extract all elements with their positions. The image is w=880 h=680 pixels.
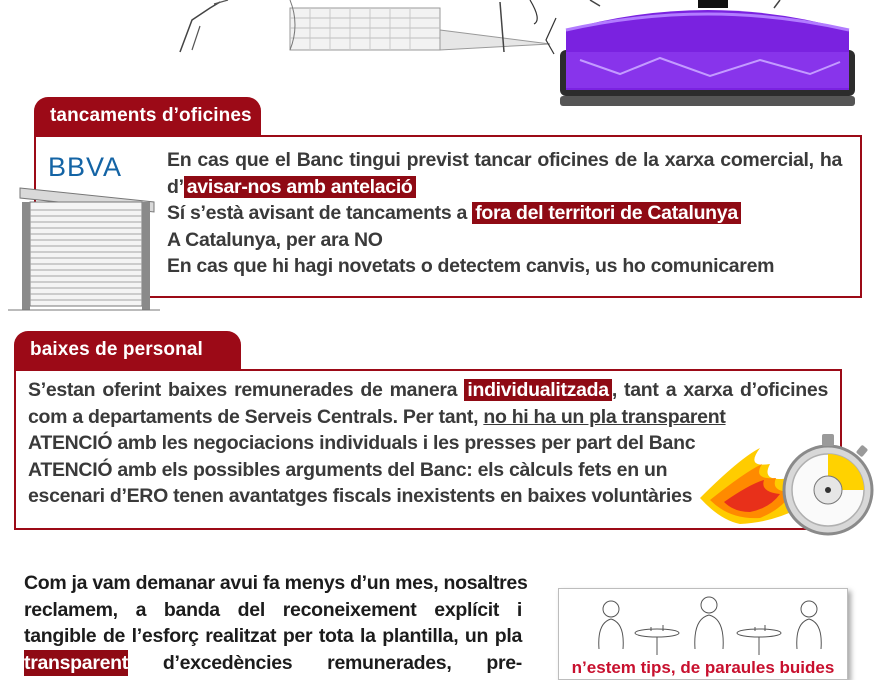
- closures-line-3-prefix: Sí s’està avisant de tancaments a: [167, 202, 473, 225]
- closures-line-2: [167, 174, 842, 201]
- departures-line-5: escenari d’ERO tenen avantatges fiscals inexistents en baixes voluntàries: [28, 485, 693, 508]
- road-roller-illustration: [560, 0, 855, 118]
- bottom-line-3: tangible de l’esforç realitzat per tota la plantilla, un pla: [24, 625, 522, 648]
- closures-line-4: A Catalunya, per ara NO: [167, 228, 383, 251]
- closures-highlight-advance-notice: avisar-nos amb antelació: [184, 176, 416, 198]
- departures-line-1: [28, 377, 828, 404]
- departures-line-4: ATENCIÓ amb els possibles arguments del Banc: els càlculs fets en un: [28, 458, 668, 481]
- departures-underline-no-plan: no hi ha un pla transparent: [483, 405, 726, 428]
- closures-line-5: En cas que hi hagi novetats o detectem canvis, us ho comunicarem: [167, 255, 775, 278]
- meeting-sketch-illustration: [559, 589, 847, 659]
- departures-highlight-individual: individualitzada: [464, 379, 611, 401]
- bottom-line-4: [24, 650, 522, 677]
- bbva-logo: BBVA: [48, 152, 123, 182]
- departures-line-3: ATENCIÓ amb les negociacions individuals i les presses per part del Banc: [28, 432, 696, 455]
- closures-line-3: [167, 200, 842, 227]
- metal-shutter-icon: [8, 140, 160, 312]
- bottom-highlight-transparent: transparent: [24, 650, 128, 677]
- section-tab-label: tancaments d’oficines: [50, 105, 252, 126]
- section-tab-label: baixes de personal: [30, 339, 203, 360]
- departures-line-1-prefix: S’estan oferint baixes remunerades de manera: [28, 379, 465, 401]
- flaming-stopwatch-icon: [700, 428, 878, 544]
- section-tab-office-closures: [34, 97, 261, 137]
- bottom-line-2: reclamem, a banda del reconeixement explícit i: [24, 598, 522, 621]
- closures-line-1: En cas que el Banc tingui previst tancar oficines de la xarxa comercial, ha: [167, 149, 842, 171]
- bottom-paragraph: [24, 570, 528, 676]
- closures-line-2-prefix: d’: [167, 175, 184, 198]
- poster-caption: n’estem tips, de paraules buides: [559, 657, 847, 679]
- office-closures-text: [167, 147, 842, 280]
- section-tab-staff-departures: [14, 331, 241, 371]
- city-sketch-illustration: [170, 0, 560, 58]
- bottom-line-1: Com ja vam demanar avui fa menys d’un mes, nosaltres: [24, 572, 528, 594]
- departures-line-2: [28, 404, 828, 431]
- empty-words-poster: [558, 588, 848, 680]
- bbva-shutter-illustration: [8, 140, 160, 312]
- departures-line-2-prefix: com a departaments de Serveis Centrals. Per tant,: [28, 405, 484, 428]
- bottom-line-4-suffix: d’excedències remunerades, pre-: [127, 651, 522, 674]
- closures-highlight-outside-catalonia: fora del territori de Catalunya: [472, 202, 741, 224]
- departures-line-1-suffix: , tant a xarxa d’oficines: [611, 379, 828, 401]
